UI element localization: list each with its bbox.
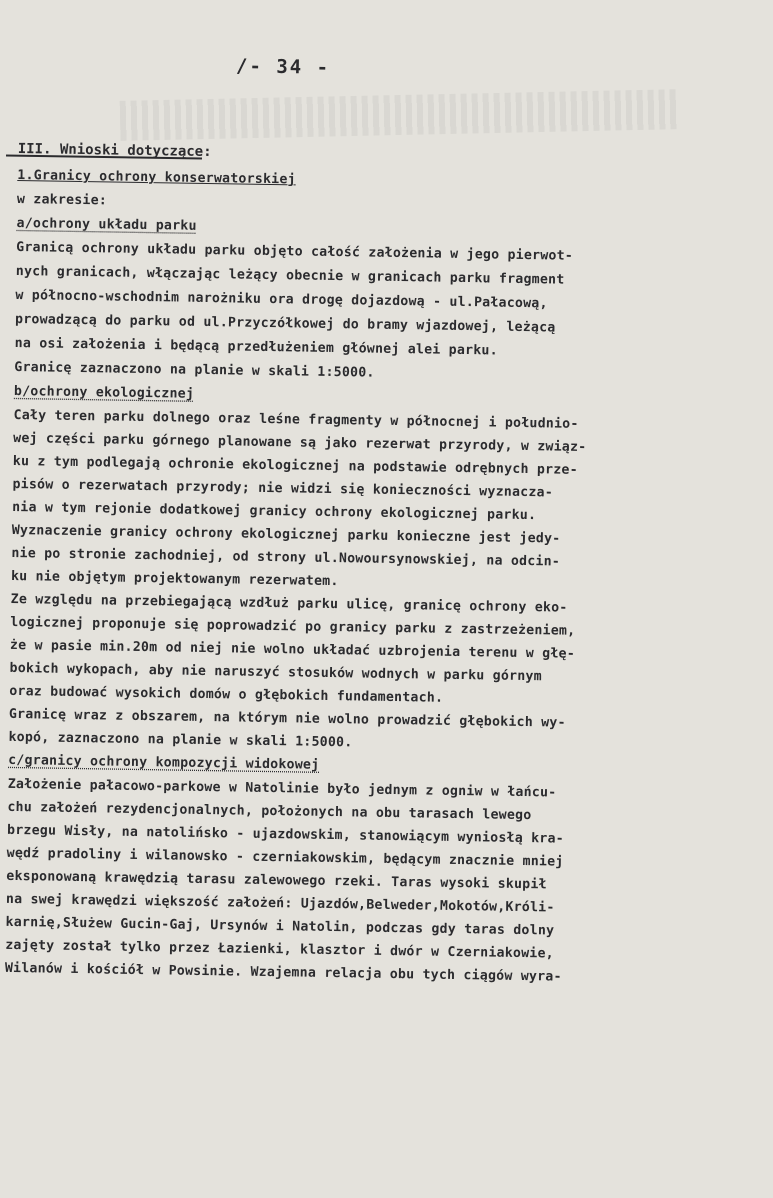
text-line: nia w tym rejonie dodatkowej granicy ochrony ekologicznej parku. — [12, 499, 537, 524]
sub-c-title-text: c/granicy ochrony kompozycji widokowej — [8, 752, 320, 773]
text-line: Wyznaczenie granicy ochrony ekologicznej parku konieczne jest jedy- — [11, 522, 561, 547]
text-line: Granicę zaznaczono na planie w skali 1:5000. — [14, 359, 375, 381]
text-line: Cały teren parku dolnego oraz leśne fragmenty w północnej i południo- — [13, 407, 579, 432]
text-line: zajęty został tylko przez Łazienki, klasztor i dwór w Czerniakowie, — [5, 937, 555, 962]
text-line: prowadzącą do parku od ul.Przyczółkowej do bramy wjazdowej, leżącą — [14, 311, 556, 336]
text-line: eksponowaną krawędzią tarasu zalewowego rzeki. Taras wysoki skupił — [6, 868, 547, 893]
text-line: Wilanów i kościół w Powsinie. Wzajemna relacja obu tych ciągów wyra- — [4, 960, 562, 985]
sub-a-paragraph — [14, 236, 771, 392]
text-line: że w pasie min.20m od niej nie wolno układać uzbrojenia terenu w głę- — [9, 637, 576, 662]
text-line: Założenie pałacowo-parkowe w Natolinie było jednym z ogniw w łańcu- — [7, 776, 557, 801]
text-line: ku z tym podlegają ochronie ekologicznej na podstawie odrębnych prze- — [12, 453, 578, 478]
text-line: na osi założenia i będącą przedłużeniem głównej alei parku. — [14, 335, 498, 359]
document-body — [5, 134, 773, 992]
text-line: wędź pradoliny i wilanowsko - czerniakowskim, będącym znacznie mniej — [6, 845, 564, 870]
text-line: bokich wykopach, aby nie naruszyć stosuków wodnych w parku górnym — [9, 660, 542, 685]
text-line: na swej krawędzi większość założeń: Ujazdów,Belweder,Mokotów,Króli- — [5, 891, 555, 916]
text-line: brzegu Wisły, na natolińsko - ujazdowskim, stanowiącym wyniosłą kra- — [6, 822, 564, 847]
subsection-title-text: 1.Granicy ochrony konserwatorskiej — [17, 167, 296, 188]
sub-a-title-text: a/ochrony układu parku — [16, 215, 197, 234]
text-line: ku nie objętym projektowanym rezerwatem. — [10, 568, 339, 590]
page-number: /- 34 - — [235, 55, 331, 79]
sub-c-paragraph — [5, 773, 763, 992]
sub-b-paragraph — [8, 404, 768, 761]
text-line: chu założeń rezydencjonalnych, położonych na obu tarasach lewego — [7, 799, 532, 824]
text-line: oraz budować wysokich domów o głębokich fundamentach. — [9, 683, 444, 706]
scope-label: w zakresie: — [16, 191, 108, 209]
text-line: nie po stronie zachodniej, od strony ul.Nowoursynowskiej, na odcin- — [11, 545, 561, 570]
sub-b-title-text: b/ochrony ekologicznej — [13, 383, 195, 402]
text-line: Granicą ochrony układu parku objęto całość założenia w jego pierwot- — [16, 239, 574, 264]
text-line: w północno-wschodnim narożniku ora drogę dojazdową - ul.Pałacową, — [15, 287, 548, 312]
text-line: Granicę wraz z obszarem, na którym nie wolno prowadzić głębokich wy- — [8, 706, 566, 731]
text-line: nych granicach, włączając leżący obecnie w granicach parku fragment — [15, 263, 565, 288]
text-line: Ze względu na przebiegającą wzdłuż parku ulicę, granicę ochrony eko- — [10, 591, 568, 616]
text-line: pisów o rezerwatach przyrody; nie widzi się konieczności wyznacza- — [12, 476, 554, 501]
text-line: karnię,Służew Gucin-Gaj, Ursynów i Natolin, podczas gdy taras dolny — [5, 914, 555, 939]
text-line: wej części parku górnego planowane są jako rezerwat przyrody, w związ- — [13, 430, 587, 455]
bleed-through-text — [120, 89, 681, 141]
text-line: logicznej proponuje się poprowadzić po granicy parku z zastrzeżeniem, — [10, 614, 576, 639]
section-heading: III. Wnioski dotyczące: — [17, 140, 212, 161]
text-line: kopó, zaznaczono na planie w skali 1:5000. — [8, 729, 353, 751]
